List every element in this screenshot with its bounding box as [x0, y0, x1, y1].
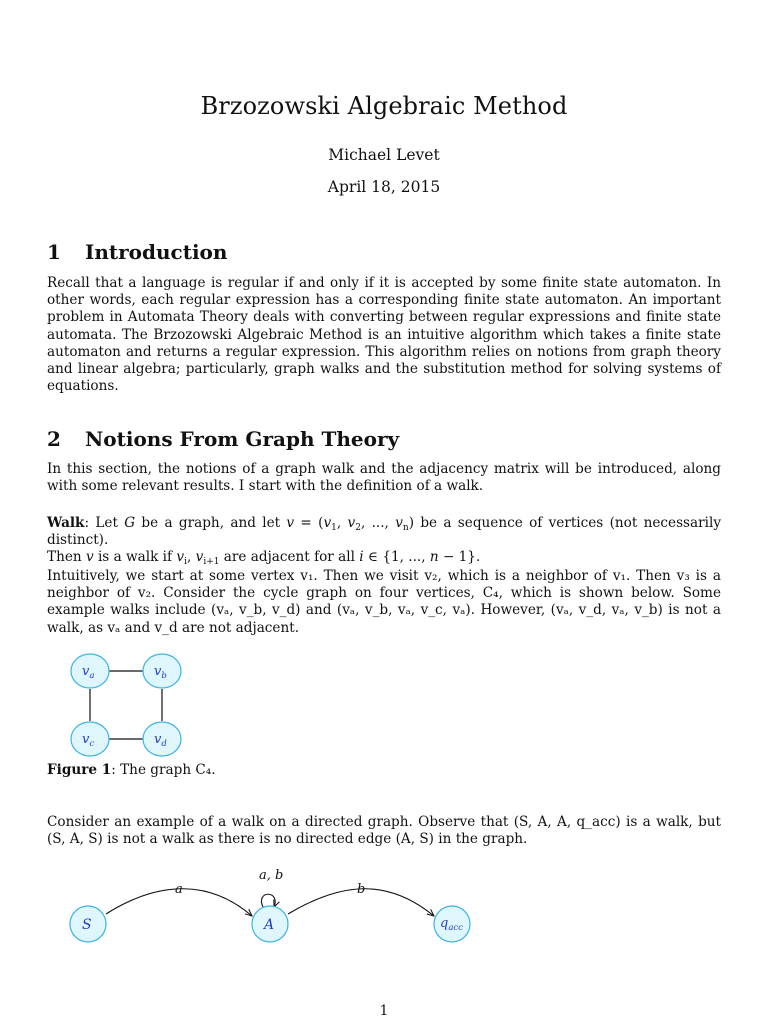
- walk-definition-paragraph: [47, 515, 721, 567]
- math-sub: i+1: [203, 557, 220, 568]
- math-var: v: [176, 549, 185, 566]
- section-heading-graph-theory: [47, 427, 399, 451]
- math-sub: n: [402, 523, 409, 533]
- edge-A-loop: [261, 894, 275, 907]
- document-date: April 18, 2015: [327, 178, 441, 196]
- document-title: Brzozowski Algebraic Method: [200, 92, 568, 120]
- section-number: 1: [47, 240, 61, 264]
- text-run: ∈ {1, ...,: [363, 549, 430, 566]
- node-label-q-acc: $q_{acc}$: [440, 916, 463, 933]
- node-label-S: S: [82, 917, 92, 933]
- text-run: be a graph, and let: [135, 515, 287, 531]
- math-var: v: [85, 549, 94, 566]
- edge-label-b: b: [357, 882, 366, 897]
- text-run: , ...,: [360, 515, 396, 531]
- node-label-vd: $v_d$: [154, 732, 167, 749]
- introduction-paragraph: Recall that a language is regular if and only if it is accepted by some finite state automaton. In other words, each regular expression has a corresponding finite state automaton. An important problem in Automata Theory deals with converting between regular expressions and finite state automata. The Brzozowski Algebraic Method is an intuitive algorithm which takes a finite state automaton and returns a regular expression. This algorithm relies on notions from graph theory and linear algebra; particularly, graph walks and the substitution method for solving systems of equations.: [47, 275, 721, 395]
- math-var: i: [359, 549, 364, 566]
- figure-caption-text: : The graph C₄.: [111, 762, 216, 778]
- edge-label-a: a: [175, 882, 183, 897]
- node-label-va: $v_a$: [82, 664, 95, 681]
- math-var: v: [395, 515, 403, 531]
- text-run: ,: [186, 549, 196, 566]
- math-var: v: [323, 515, 332, 531]
- text-run: are adjacent for all: [219, 549, 360, 566]
- section-title: Introduction: [85, 240, 228, 264]
- text-run: ,: [336, 515, 348, 531]
- math-var: n: [429, 549, 439, 566]
- math-var: G: [124, 515, 136, 531]
- walk-term: Walk: [47, 515, 85, 531]
- figure-1-cycle-graph: [60, 648, 190, 760]
- text-run: ) be a sequence of vertices (not necessarily distinct).: [47, 515, 722, 549]
- math-var: v: [286, 515, 295, 531]
- directed-walk-paragraph: Consider an example of a walk on a directed graph. Observe that (S, A, A, q_acc) is a walk, but (S, A, S) is not a walk as there is no directed edge (A, S) in the graph.: [47, 814, 721, 848]
- text-run: : Let: [84, 515, 125, 531]
- math-sub: 1: [331, 523, 337, 533]
- page-number: 1: [379, 1003, 389, 1019]
- node-label-vc: $v_c$: [82, 732, 95, 749]
- node-label-vb: $v_b$: [154, 664, 167, 681]
- math-sub: 2: [355, 523, 361, 533]
- section-number: 2: [47, 427, 61, 451]
- graph-theory-intro-paragraph: In this section, the notions of a graph walk and the adjacency matrix will be introduced, along with some relevant results. I start with the definition of a walk.: [47, 461, 721, 495]
- figure-1-caption: [47, 762, 216, 778]
- edge-label-loop: a, b: [259, 868, 284, 883]
- walk-example-paragraph: Intuitively, we start at some vertex v₁. Then we visit v₂, which is a neighbor of v₁. Then v₃ is a neighbor of v₂. Consider the cycle graph on four vertices, C₄, which is shown below. Some example walks include (vₐ, v_b, v_d) and (vₐ, v_b, vₐ, v_c, vₐ). However, (vₐ, v_d, vₐ, v_b) is not a walk, as vₐ and v_d are not adjacent.: [47, 568, 721, 636]
- text-run: Then: [47, 549, 86, 566]
- section-title: Notions From Graph Theory: [85, 427, 400, 451]
- math-var: v: [347, 515, 356, 531]
- document-author: Michael Levet: [328, 146, 440, 164]
- figure-2-directed-graph: [60, 862, 480, 948]
- figure-label: Figure 1: [47, 762, 112, 778]
- math-sub: i: [184, 557, 187, 568]
- math-var: v: [195, 549, 204, 566]
- section-heading-introduction: [47, 240, 227, 264]
- node-label-A: A: [264, 917, 275, 933]
- text-run: − 1}.: [438, 549, 481, 566]
- text-run: = (: [294, 515, 324, 531]
- text-run: is a walk if: [93, 549, 177, 566]
